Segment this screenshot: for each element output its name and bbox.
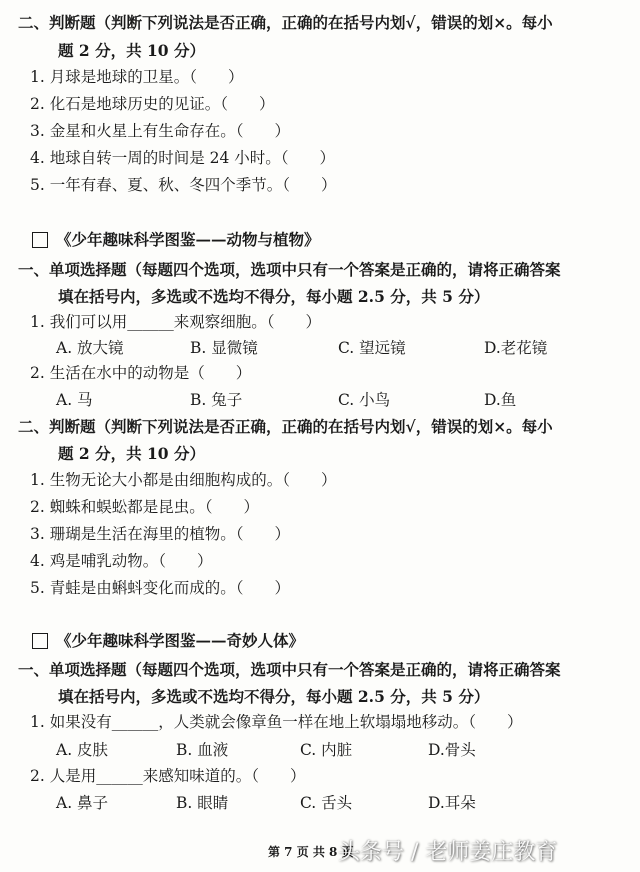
section-checkbox[interactable] [32,232,48,248]
mc-question: 1. 如果没有______，人类就会像章鱼一样在地上软塌塌地移动。（ ） [30,713,523,731]
tf-item: 4. 鸡是哺乳动物。（ ） [30,552,213,570]
tf-item: 3. 金星和火星上有生命存在。（ ） [30,122,290,140]
tf-heading-line1: 二、判断题（判断下列说法是否正确，正确的在括号内划√，错误的划×。每小 [18,417,553,436]
tf-heading-line2: 题 2 分，共 10 分） [58,41,205,60]
mc-option: D.鱼 [484,391,517,409]
tf-heading-line1: 二、判断题（判断下列说法是否正确，正确的在括号内划√，错误的划×。每小 [18,13,553,32]
mc-option: D.骨头 [428,741,476,759]
section-title-human-body: 《少年趣味科学图鉴——奇妙人体》 [56,631,305,650]
mc-question: 1. 我们可以用______来观察细胞。（ ） [30,313,321,331]
tf-item: 3. 珊瑚是生活在海里的植物。（ ） [30,525,290,543]
mc-question: 2. 人是用______来感知味道的。（ ） [30,767,306,785]
mc-option: D.耳朵 [428,794,476,812]
tf-item: 2. 化石是地球历史的见证。（ ） [30,95,275,113]
mc-option: A. 皮肤 [56,741,109,759]
section-title-animals-plants: 《少年趣味科学图鉴——动物与植物》 [56,230,320,249]
mc-option: B. 血液 [176,741,229,759]
mc-heading-line2: 填在括号内，多选或不选均不得分，每小题 2.5 分，共 5 分） [58,687,490,706]
tf-item: 1. 月球是地球的卫星。（ ） [30,68,244,86]
mc-option: C. 舌头 [300,794,353,812]
tf-item: 2. 蜘蛛和蜈蚣都是昆虫。（ ） [30,498,259,516]
tf-heading-line2: 题 2 分，共 10 分） [58,444,205,463]
mc-heading-line2: 填在括号内，多选或不选均不得分，每小题 2.5 分，共 5 分） [58,287,490,306]
mc-option: B. 眼睛 [176,794,229,812]
mc-option: C. 望远镜 [338,339,406,357]
mc-question: 2. 生活在水中的动物是（ ） [30,364,252,382]
mc-option: B. 显微镜 [190,339,258,357]
mc-option: A. 放大镜 [56,339,124,357]
mc-option: D.老花镜 [484,339,548,357]
mc-option: A. 马 [56,391,93,409]
mc-heading-line1: 一、单项选择题（每题四个选项，选项中只有一个答案是正确的，请将正确答案 [18,660,561,679]
mc-heading-line1: 一、单项选择题（每题四个选项，选项中只有一个答案是正确的，请将正确答案 [18,260,561,279]
page-number: 第 7 页 共 8 页 [268,845,354,859]
tf-item: 5. 一年有春、夏、秋、冬四个季节。（ ） [30,176,337,194]
mc-option: A. 鼻子 [56,794,109,812]
tf-item: 5. 青蛙是由蝌蚪变化而成的。（ ） [30,579,290,597]
section-checkbox[interactable] [32,633,48,649]
mc-option: C. 小鸟 [338,391,391,409]
mc-option: B. 兔子 [190,391,243,409]
mc-option: C. 内脏 [300,741,353,759]
watermark: 头条号 / 老师姜庄教育 [338,840,558,865]
tf-item: 1. 生物无论大小都是由细胞构成的。（ ） [30,471,337,489]
tf-item: 4. 地球自转一周的时间是 24 小时。（ ） [30,149,336,167]
